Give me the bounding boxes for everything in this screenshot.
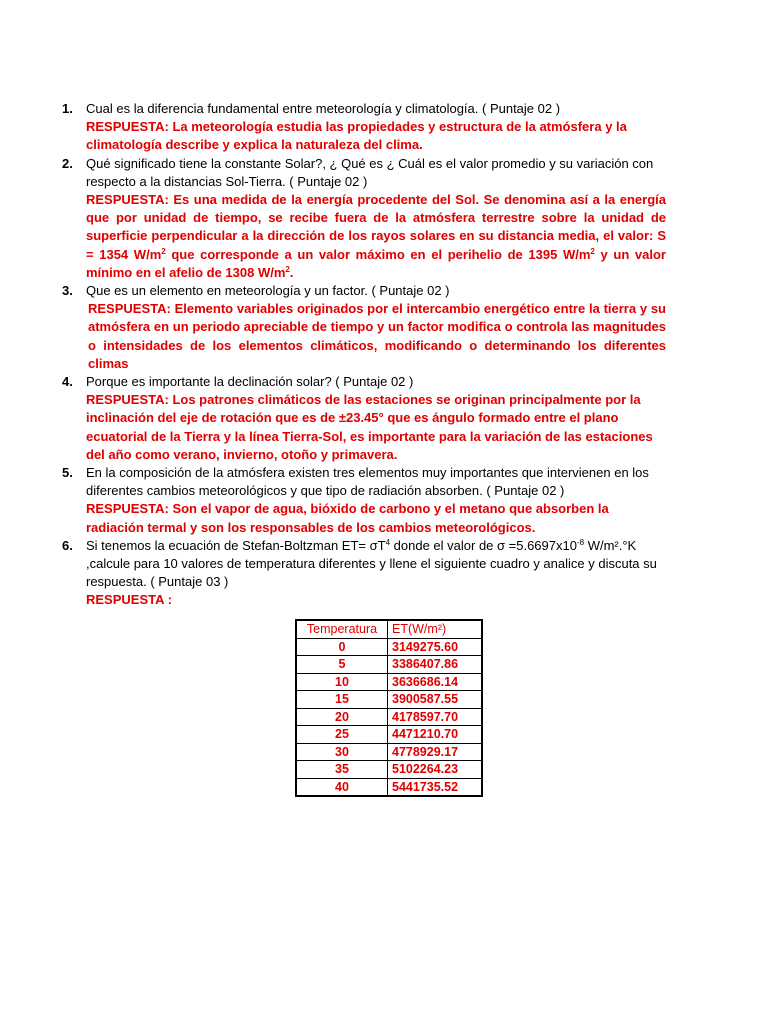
table-row (296, 708, 482, 726)
cell-et: 4778929.17 (388, 743, 483, 761)
answer-body: Es una medida de la energía procedente del Sol. Se denomina así a la energía que por unidad de tiempo, se recibe fuera de la atmósfera terrestre sobre la unidad de superficie perpendicular a la dirección de los rayos solares en su distancia media, el valor: S = 1354 W/m (86, 192, 666, 262)
results-table-wrap (295, 619, 483, 797)
question-number: 1. (62, 101, 73, 116)
question-number: 2. (62, 155, 73, 171)
answer-label: RESPUESTA: (86, 501, 169, 517)
cell-temperature: 0 (296, 638, 388, 656)
answer-label: RESPUESTA: (86, 192, 169, 208)
answer-body: Los patrones climáticos de las estaciones se originan principalmente por la inclinación del eje de rotación que es de ±23.45° que es ángulo formado entre el plano ecuatorial de la Tierra y la línea Tierra-Sol, es importante para la variación de las estaciones del año como verano, invierno, otoño y primavera. (86, 392, 653, 462)
question-text: Porque es importante la declinación solar? ( Puntaje 02 ) (86, 374, 414, 390)
table-row (296, 673, 482, 691)
table-header-row (296, 620, 482, 638)
header-temperatura: Temperatura (296, 620, 388, 638)
question-item-3 (62, 282, 666, 373)
question-text: Cual es la diferencia fundamental entre meteorología y climatología. ( Puntaje 02 ) (86, 101, 561, 116)
cell-et: 3386407.86 (388, 656, 483, 674)
question-item-4 (62, 373, 666, 464)
answer-label: RESPUESTA : (86, 592, 172, 608)
table-row (296, 778, 482, 796)
answer-body: Son el vapor de agua, bióxido de carbono y el metano que absorben la radiación termal y son los responsables de los cambios meteorológicos. (86, 501, 609, 535)
answer-label: RESPUESTA: (86, 392, 169, 408)
question-number: 6. (62, 537, 73, 553)
question-text: Qué significado tiene la constante Solar?, ¿ Qué es ¿ Cuál es el valor promedio y su variación con respecto a la distancias Sol-Tierra. ( Puntaje 02 ) (86, 155, 654, 189)
question-text: Que es un elemento en meteorología y un factor. ( Puntaje 02 ) (86, 283, 450, 299)
cell-et: 3149275.60 (388, 638, 483, 656)
answer-body: que corresponde a un valor máximo en el perihelio de 1395 W/m (165, 246, 591, 262)
answer-body: Elemento variables originados por el intercambio energético entre la tierra y su atmósfera en un periodo apreciable de tiempo y un factor modifica o controla las magnitudes o intensidades de los elementos climáticos, modificando o determinando los diferentes climas (88, 301, 666, 371)
answer-label: RESPUESTA: (88, 301, 171, 317)
question-item-6 (62, 537, 666, 610)
cell-et: 3636686.14 (388, 673, 483, 691)
cell-temperature: 5 (296, 656, 388, 674)
question-number: 5. (62, 465, 73, 481)
question-item-5 (62, 464, 666, 537)
question-text: En la composición de la atmósfera existen tres elementos muy importantes que intervienen en los diferentes cambios meteorológicos y que tipo de radiación absorben. ( Puntaje 02 ) (86, 465, 649, 499)
cell-temperature: 10 (296, 673, 388, 691)
answer-text (88, 300, 666, 373)
table-row (296, 656, 482, 674)
table-row (296, 761, 482, 779)
table-row (296, 638, 482, 656)
cell-et: 3900587.55 (388, 691, 483, 709)
question-body: donde el valor de σ =5.6697x10 (390, 537, 577, 553)
answer-text (86, 118, 666, 154)
table-row (296, 691, 482, 709)
question-body: Si tenemos la ecuación de Stefan-Boltzman ET= σT (86, 537, 386, 553)
cell-et: 5441735.52 (388, 778, 483, 796)
table-row (296, 743, 482, 761)
cell-temperature: 35 (296, 761, 388, 779)
answer-text (86, 191, 666, 282)
cell-et: 4178597.70 (388, 708, 483, 726)
cell-temperature: 30 (296, 743, 388, 761)
header-et: ET(W/m²) (388, 620, 483, 638)
table-row (296, 726, 482, 744)
superscript: 2 (285, 264, 290, 274)
question-number: 4. (62, 374, 73, 390)
answer-body: . (289, 264, 294, 280)
results-table (295, 619, 483, 797)
cell-et: 5102264.23 (388, 761, 483, 779)
question-text (86, 537, 666, 592)
cell-et: 4471210.70 (388, 726, 483, 744)
answer-body: y un valor mínimo en el afelio de 1308 W/m (86, 246, 666, 280)
superscript: 2 (161, 246, 166, 256)
answer-text (86, 500, 666, 536)
superscript: -8 (576, 537, 585, 547)
cell-temperature: 15 (296, 691, 388, 709)
answer-body: La meteorología estudia las propiedades y estructura de la atmósfera y la climatología describe y explica la naturaleza del clima. (86, 119, 627, 153)
question-item-1 (62, 100, 666, 155)
cell-temperature: 25 (296, 726, 388, 744)
answer-label: RESPUESTA: (86, 119, 169, 135)
answer-text (86, 391, 666, 464)
question-number: 3. (62, 283, 73, 299)
superscript: 2 (590, 246, 595, 256)
questions-list (62, 100, 666, 610)
cell-temperature: 40 (296, 778, 388, 796)
cell-temperature: 20 (296, 708, 388, 726)
question-body: W/m².°K ,calcule para 10 valores de temperatura diferentes y llene el siguiente cuadro y analice y discuta su respuesta. ( Puntaje 03 ) (86, 537, 657, 590)
superscript: 4 (385, 537, 391, 547)
question-item-2 (62, 155, 666, 282)
